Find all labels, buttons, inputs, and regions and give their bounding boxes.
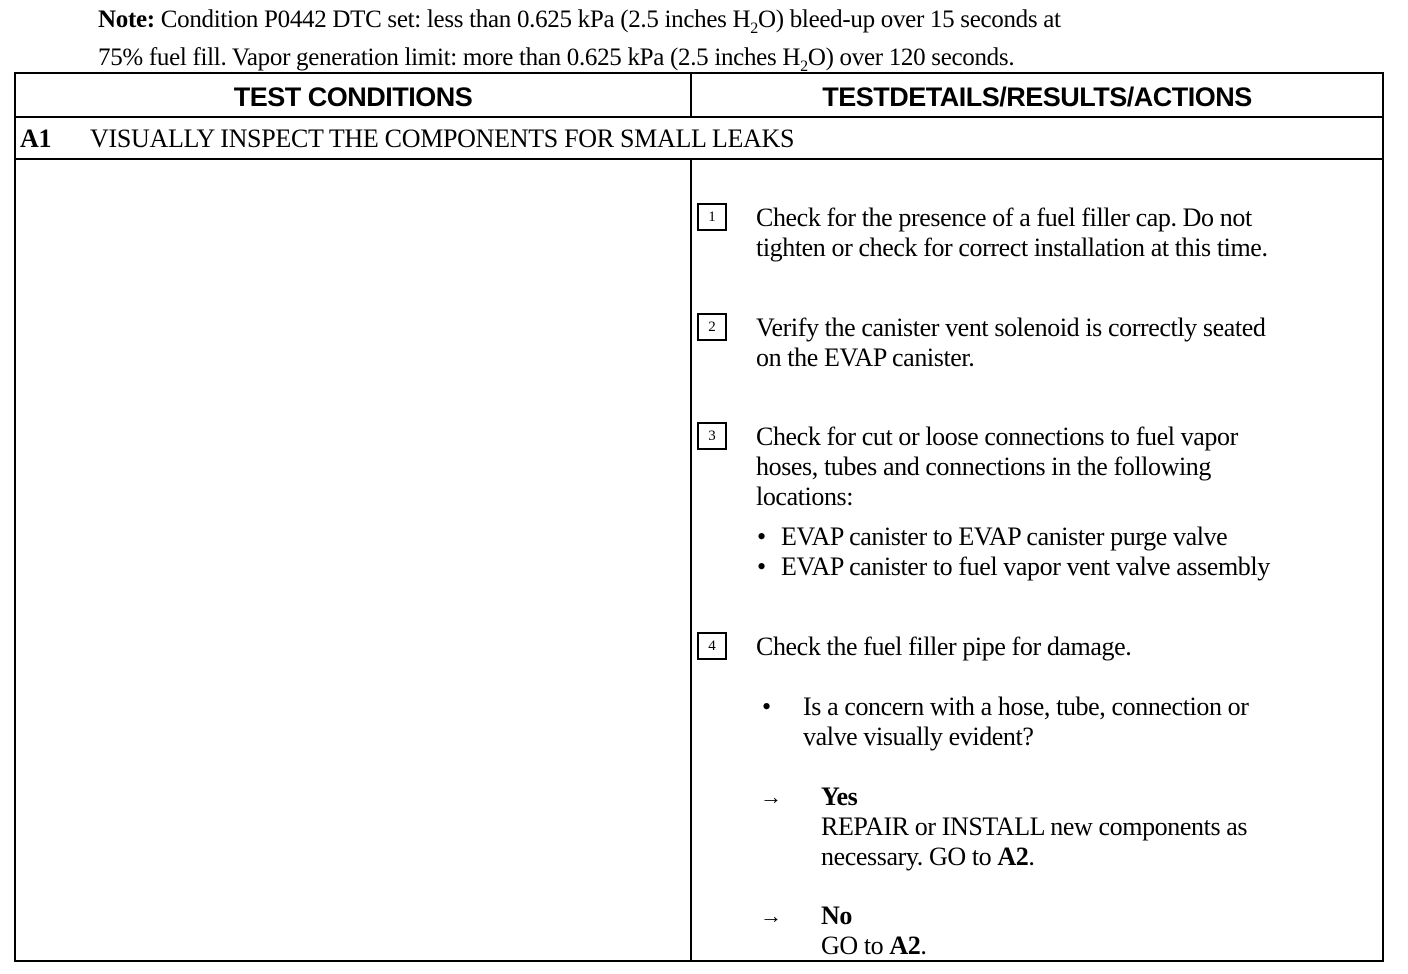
column-divider-header [690,74,692,118]
step-number-box-3: 3 [697,422,727,450]
step-title-row [16,118,1382,160]
yes-line-1: REPAIR or INSTALL new components as [821,812,1248,841]
step-2-line-1: Verify the canister vent solenoid is correctly seated [756,313,1266,342]
step-3-line-3: locations: [756,482,854,511]
arrow-right-icon: → [760,784,782,809]
no-period: . [920,931,927,960]
list-item: EVAP canister to EVAP canister purge valve [781,522,1228,551]
note-text-1a: Condition P0442 DTC set: less than 0.625 kPa (2.5 inches H [160,6,751,33]
step-2-text [756,313,1376,373]
step-3-line-2: hoses, tubes and connections in the following [756,452,1211,481]
header-test-details: TESTDETAILS/RESULTS/ACTIONS [822,82,1252,112]
header-test-conditions: TEST CONDITIONS [233,82,473,112]
bullet-icon: • [762,692,772,721]
step-number-box-4: 4 [697,632,727,660]
bullet-icon: • [757,522,767,551]
step-title: VISUALLY INSPECT THE COMPONENTS FOR SMALL LEAKS [90,124,795,153]
bullet-icon: • [757,552,767,581]
step-2-line-2: on the EVAP canister. [756,343,975,372]
step-id: A1 [20,124,52,153]
note-text-1b: O) bleed-up over 15 seconds at [758,6,1061,33]
step-1-text [756,203,1376,263]
step-number-box-2: 2 [697,313,727,341]
no-step-ref: A2 [889,931,921,960]
note-line-1 [98,5,1378,43]
note-subscript-1: 2 [750,20,758,37]
yes-label: Yes [821,782,858,811]
note-subscript-2: 2 [800,58,808,75]
yes-line-2 [821,842,1361,872]
no-result [821,901,1361,961]
question-text [803,692,1363,752]
step-1-line-2: tighten or check for correct installation at this time. [756,233,1268,262]
yes-step-ref: A2 [997,842,1029,871]
note-text-2b: O) over 120 seconds. [807,44,1015,71]
no-line [821,931,1361,961]
list-item: EVAP canister to fuel vapor vent valve assembly [781,552,1270,581]
arrow-right-icon: → [760,903,782,928]
column-divider-body [690,160,692,962]
question-line-2: valve visually evident? [803,722,1034,751]
step-number-box-1: 1 [697,203,727,231]
no-line-text: GO to [821,931,890,960]
yes-result [821,782,1361,872]
note-text-2a: 75% fuel fill. Vapor generation limit: more than 0.625 kPa (2.5 inches H [98,44,801,71]
yes-line-2-text: necessary. GO to [821,842,998,871]
note-label: Note: [98,6,155,33]
step-1-line-1: Check for the presence of a fuel filler cap. Do not [756,203,1252,232]
question-line-1: Is a concern with a hose, tube, connection or [803,692,1249,721]
step-3-text [756,422,1376,512]
no-label: No [821,901,852,930]
step-4-text: Check the fuel filler pipe for damage. [756,632,1132,661]
table-header [16,74,1382,118]
note [98,5,1378,81]
yes-period: . [1028,842,1035,871]
step-3-line-1: Check for cut or loose connections to fuel vapor [756,422,1238,451]
